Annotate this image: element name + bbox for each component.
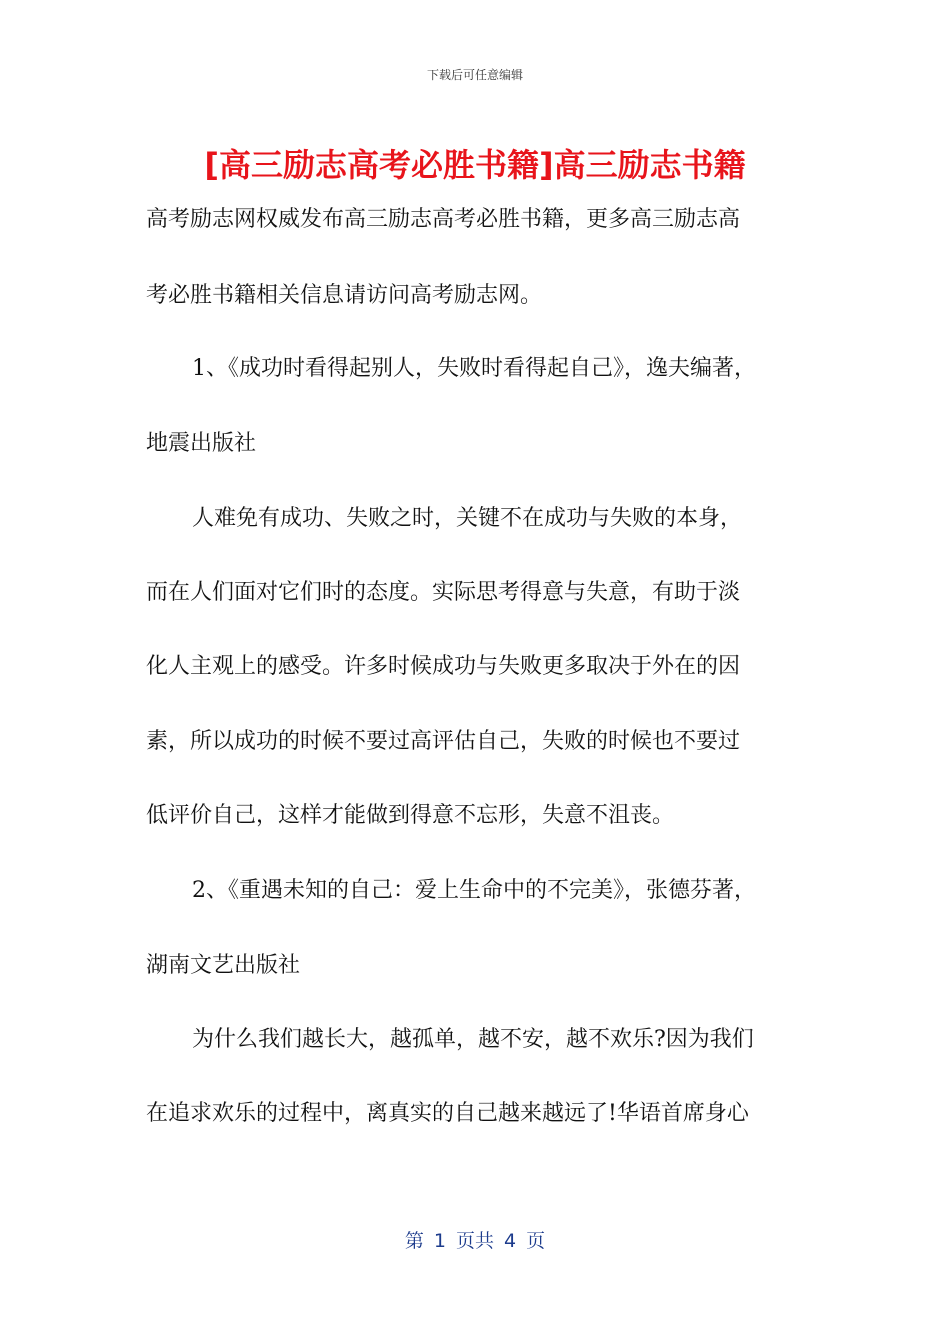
document-title: [高三励志高考必胜书籍]高三励志书籍 (204, 146, 746, 184)
body-line: 而在人们面对它们时的态度。实际思考得意与失意，有助于淡 (146, 580, 741, 605)
book-publisher-2: 湖南文艺出版社 (146, 953, 301, 978)
body-line: 在追求欢乐的过程中，离真实的自己越来越远了!华语首席身心 (146, 1101, 749, 1126)
page-header-note: 下载后可任意编辑 (426, 68, 523, 82)
book-entry-2: 2、《重遇未知的自己：爱上生命中的不完美》，张德芬著， (192, 878, 756, 903)
body-line: 低评价自己，这样才能做到得意不忘形，失意不沮丧。 (146, 803, 675, 828)
body-line: 高考励志网权威发布高三励志高考必胜书籍，更多高三励志高 (146, 207, 741, 232)
body-line: 为什么我们越长大，越孤单，越不安，越不欢乐?因为我们 (192, 1027, 754, 1052)
book-publisher-1: 地震出版社 (146, 431, 257, 456)
body-line: 人难免有成功、失败之时，关键不在成功与失败的本身， (192, 506, 743, 531)
page-number: 第 1 页共 4 页 (404, 1230, 546, 1252)
body-line: 化人主观上的感受。许多时候成功与失败更多取决于外在的因 (146, 654, 741, 679)
body-line: 素，所以成功的时候不要过高评估自己，失败的时候也不要过 (146, 729, 741, 754)
book-entry-1: 1、《成功时看得起别人，失败时看得起自己》，逸夫编著， (192, 356, 756, 381)
body-line: 考必胜书籍相关信息请访问高考励志网。 (146, 283, 543, 308)
